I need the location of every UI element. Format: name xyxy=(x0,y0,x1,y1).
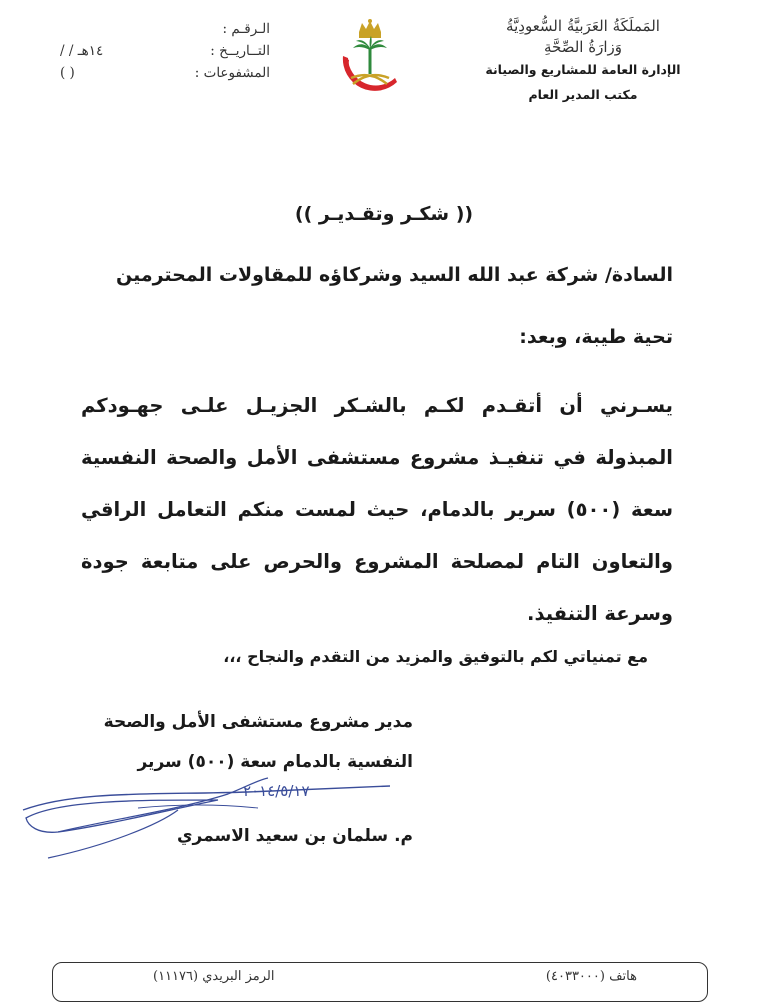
attachments-label: المشفوعات : xyxy=(194,65,270,81)
letter-body: يسـرني أن أتقـدم لكـم بالشـكر الجزيـل علـى جهـودكم المبذولة في تنفيـذ مشروع مستشفى الأمل والصحة النفسية سعة (٥٠٠) سرير بالدمام، حيث لمست منكم التعامل الراقي والتعاون التام لمصلحة المشروع والحرص على متابعة جودة وسرعة التنفيذ. xyxy=(81,394,673,625)
postal-code: الرمز البريدي (١١١٧٦) xyxy=(153,969,275,984)
ministry-logo-icon xyxy=(335,18,405,110)
date-label: التــاريــخ : xyxy=(210,43,270,59)
letter-footer xyxy=(52,962,708,1002)
department-name: الإدارة العامة للمشاريع والصيانة xyxy=(485,62,681,77)
greeting: تحية طيبة، وبعد: xyxy=(519,326,673,348)
kingdom-name: المَملَكَةُ العَرَبيَّةُ السُّعودِيَّةُ xyxy=(506,17,660,35)
letter-title: (( شكـر وتقـديـر )) xyxy=(294,203,474,225)
signatory-title-line-1: مدير مشروع مستشفى الأمل والصحة xyxy=(103,712,413,732)
reference-number-row xyxy=(60,18,270,40)
handwritten-signature-icon xyxy=(18,770,398,860)
addressee: السادة/ شركة عبد الله السيد وشركاؤه للمقاولات المحترمين xyxy=(115,264,673,286)
number-label: الـرقـم : xyxy=(222,21,270,37)
signatory-name: م. سلمان بن سعيد الاسمري xyxy=(176,826,413,846)
closing-line: مع تمنياتي لكم بالتوفيق والمزيد من التقدم والنجاح ،،، xyxy=(223,647,648,666)
letterhead-left xyxy=(60,18,270,84)
attachments-row xyxy=(60,62,270,84)
signatory-title-line-2: النفسية بالدمام سعة (٥٠٠) سرير xyxy=(137,752,413,772)
ministry-name: وَزارَةُ الصِّحَّةِ xyxy=(544,38,622,56)
phone-number: هاتف (٤٠٣٣٠٠٠) xyxy=(545,969,637,984)
attachments-value: ( ) xyxy=(60,65,75,81)
date-value: / / ١٤هـ xyxy=(60,43,104,59)
date-row xyxy=(60,40,270,62)
letterhead-right xyxy=(468,16,698,108)
office-name: مكتب المدير العام xyxy=(528,87,638,102)
signature-date: ٢٠١٤/٥/١٧ xyxy=(243,782,310,800)
